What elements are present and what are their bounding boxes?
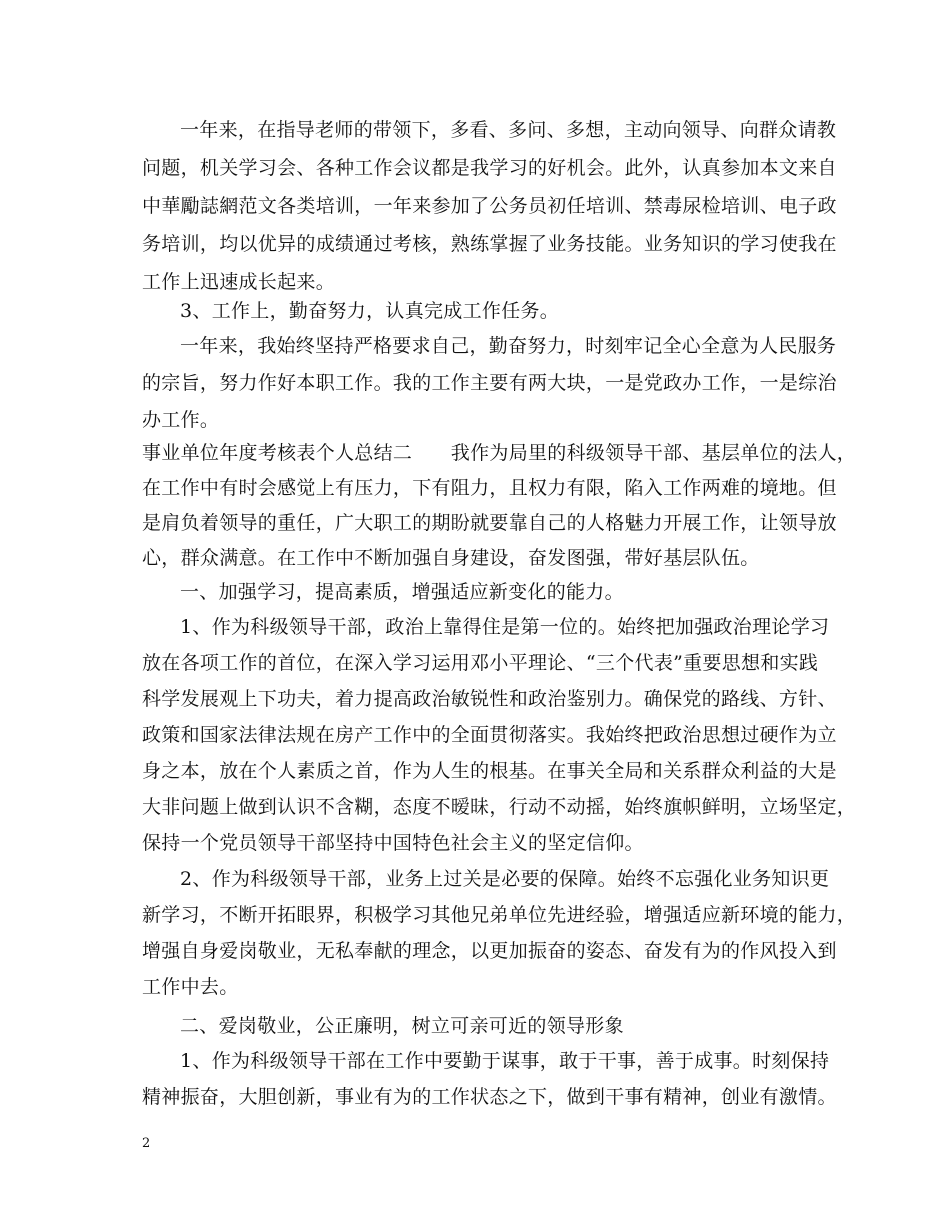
- text-line: 科学发展观上下功夫，着力提高政治敏锐性和政治鉴别力。确保党的路线、方针、: [142, 688, 837, 710]
- text-line: 工作上迅速成长起来。: [142, 271, 336, 293]
- text-line: 1、作为科级领导干部，政治上靠得住是第一位的。始终把加强政治理论学习: [180, 616, 830, 638]
- text-line: 政策和国家法律法规在房产工作中的全面贯彻落实。我始终把政治思想过硬作为立: [142, 724, 837, 746]
- text-line: 是肩负着领导的重任，广大职工的期盼就要靠自己的人格魅力开展工作，让领导放: [142, 512, 837, 534]
- text-line: 问题，机关学习会、各种工作会议都是我学习的好机会。此外，认真参加本文来自: [142, 157, 837, 179]
- text-line: 二、爱岗敬业，公正廉明，树立可亲可近的领导形象: [180, 1015, 624, 1037]
- text-line: 办工作。: [142, 409, 220, 431]
- text-line: 在工作中有时会感觉上有压力，下有阻力，且权力有限，陷入工作两难的境地。但: [142, 477, 837, 499]
- text-line: 新学习，不断开拓眼界，积极学习其他兄弟单位先进经验，增强适应新环境的能力，: [142, 904, 857, 926]
- text-line: 务培训，均以优异的成绩通过考核，熟练掌握了业务技能。业务知识的学习使我在: [142, 233, 837, 255]
- text-line: 一、加强学习，提高素质，增强适应新变化的能力。: [180, 581, 624, 603]
- text-line: 心，群众满意。在工作中不断加强自身建设，奋发图强，带好基层队伍。: [142, 547, 760, 569]
- text-line: 的宗旨，努力作好本职工作。我的工作主要有两大块，一是党政办工作，一是综治: [142, 372, 837, 394]
- text-line: 3、工作上，勤奋努力，认真完成工作任务。: [180, 300, 560, 322]
- page-number: 2: [142, 1136, 151, 1151]
- text-line: 增强自身爱岗敬业，无私奉献的理念，以更加振奋的姿态、奋发有为的作风投入到: [142, 940, 837, 962]
- text-line: 放在各项工作的首位，在深入学习运用邓小平理论、“三个代表”重要思想和实践: [142, 652, 819, 674]
- text-line: 精神振奋，大胆创新，事业有为的工作状态之下，做到干事有精神，创业有激情。: [142, 1086, 837, 1108]
- text-line: 一年来，在指导老师的带领下，多看、多问、多想，主动向领导、向群众请教: [180, 119, 837, 141]
- text-line: 工作中去。: [142, 976, 239, 998]
- text-line: 大非问题上做到认识不含糊，态度不暧昧，行动不动摇，始终旗帜鲜明，立场坚定，: [142, 796, 857, 818]
- text-line: 事业单位年度考核表个人总结二 我作为局里的科级领导干部、基层单位的法人，: [142, 442, 857, 464]
- text-line: 身之本，放在个人素质之首，作为人生的根基。在事关全局和关系群众利益的大是: [142, 760, 837, 782]
- text-line: 2、作为科级领导干部，业务上过关是必要的保障。始终不忘强化业务知识更: [180, 868, 830, 890]
- text-line: 中華勵誌網范文各类培训，一年来参加了公务员初任培训、禁毒尿检培训、电子政: [142, 195, 837, 217]
- text-line: 保持一个党员领导干部坚持中国特色社会主义的坚定信仰。: [142, 832, 644, 854]
- text-line: 一年来，我始终坚持严格要求自己，勤奋努力，时刻牢记全心全意为人民服务: [180, 335, 837, 357]
- text-line: 1、作为科级领导干部在工作中要勤于谋事，敢于干事，善于成事。时刻保持: [180, 1050, 830, 1072]
